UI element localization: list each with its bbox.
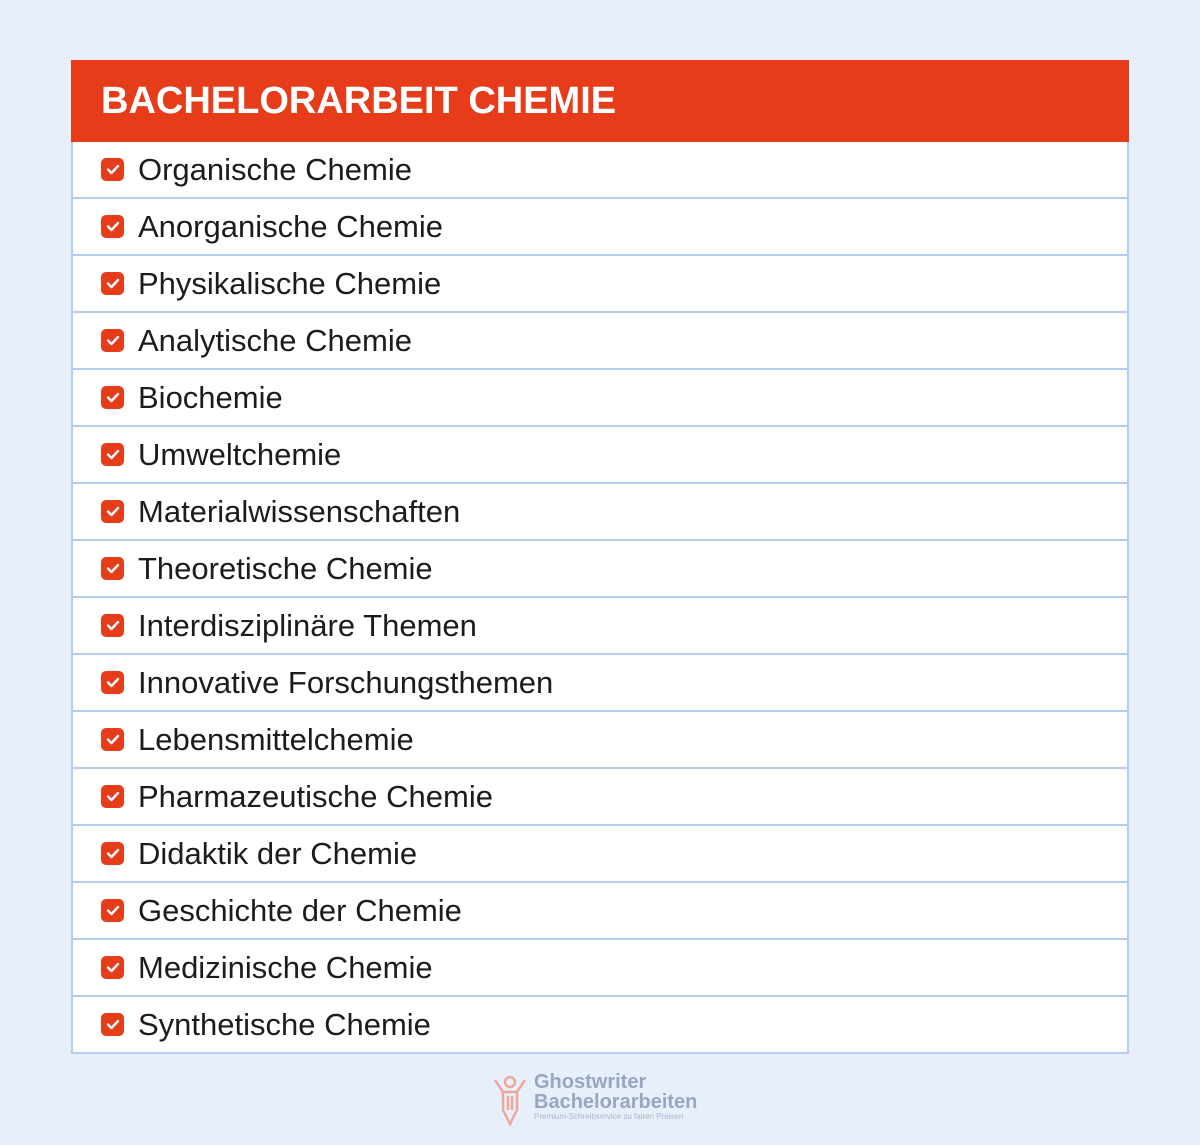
item-label: Organische Chemie [138, 151, 412, 187]
checkbox-checked-icon [101, 443, 124, 466]
list-item [71, 712, 1129, 769]
list-item [71, 427, 1129, 484]
checkbox-checked-icon [101, 158, 124, 181]
item-label: Materialwissenschaften [138, 493, 461, 529]
item-label: Lebensmittelchemie [138, 721, 414, 757]
checkbox-checked-icon [101, 785, 124, 808]
item-label: Physikalische Chemie [138, 265, 442, 301]
checkbox-checked-icon [101, 386, 124, 409]
list-item [71, 142, 1129, 199]
table-title: BACHELORARBEIT CHEMIE [71, 60, 1129, 142]
list-item [71, 883, 1129, 940]
logo [492, 1072, 697, 1128]
checkbox-checked-icon [101, 557, 124, 580]
list-item [71, 370, 1129, 427]
list-item [71, 769, 1129, 826]
checkbox-checked-icon [101, 1013, 124, 1036]
pencil-mascot-icon [492, 1072, 528, 1128]
logo-line1: Ghostwriter [534, 1071, 647, 1093]
item-label: Theoretische Chemie [138, 550, 433, 586]
list-item [71, 940, 1129, 997]
checkbox-checked-icon [101, 329, 124, 352]
checkbox-checked-icon [101, 728, 124, 751]
logo-tagline: Premium-Schreibservice zu fairen Preisen [534, 1112, 684, 1121]
item-label: Interdisziplinäre Themen [138, 607, 477, 643]
list-item [71, 199, 1129, 256]
topic-table [71, 60, 1129, 1054]
list-item [71, 826, 1129, 883]
item-label: Pharmazeutische Chemie [138, 778, 493, 814]
item-label: Biochemie [138, 379, 283, 415]
checkbox-checked-icon [101, 842, 124, 865]
checkbox-checked-icon [101, 956, 124, 979]
item-label: Synthetische Chemie [138, 1006, 431, 1042]
checkbox-checked-icon [101, 671, 124, 694]
list-item [71, 997, 1129, 1054]
item-label: Umweltchemie [138, 436, 342, 472]
list-item [71, 484, 1129, 541]
list-item [71, 313, 1129, 370]
item-label: Innovative Forschungsthemen [138, 664, 554, 700]
checkbox-checked-icon [101, 899, 124, 922]
item-label: Anorganische Chemie [138, 208, 444, 244]
list-item [71, 598, 1129, 655]
list-item [71, 655, 1129, 712]
list-item [71, 256, 1129, 313]
item-label: Analytische Chemie [138, 322, 412, 358]
item-label: Geschichte der Chemie [138, 892, 462, 928]
checkbox-checked-icon [101, 500, 124, 523]
checkbox-checked-icon [101, 272, 124, 295]
checkbox-checked-icon [101, 614, 124, 637]
item-label: Didaktik der Chemie [138, 835, 418, 871]
item-label: Medizinische Chemie [138, 949, 433, 985]
list-item [71, 541, 1129, 598]
checkbox-checked-icon [101, 215, 124, 238]
logo-line2: Bachelorarbeiten [534, 1091, 698, 1113]
